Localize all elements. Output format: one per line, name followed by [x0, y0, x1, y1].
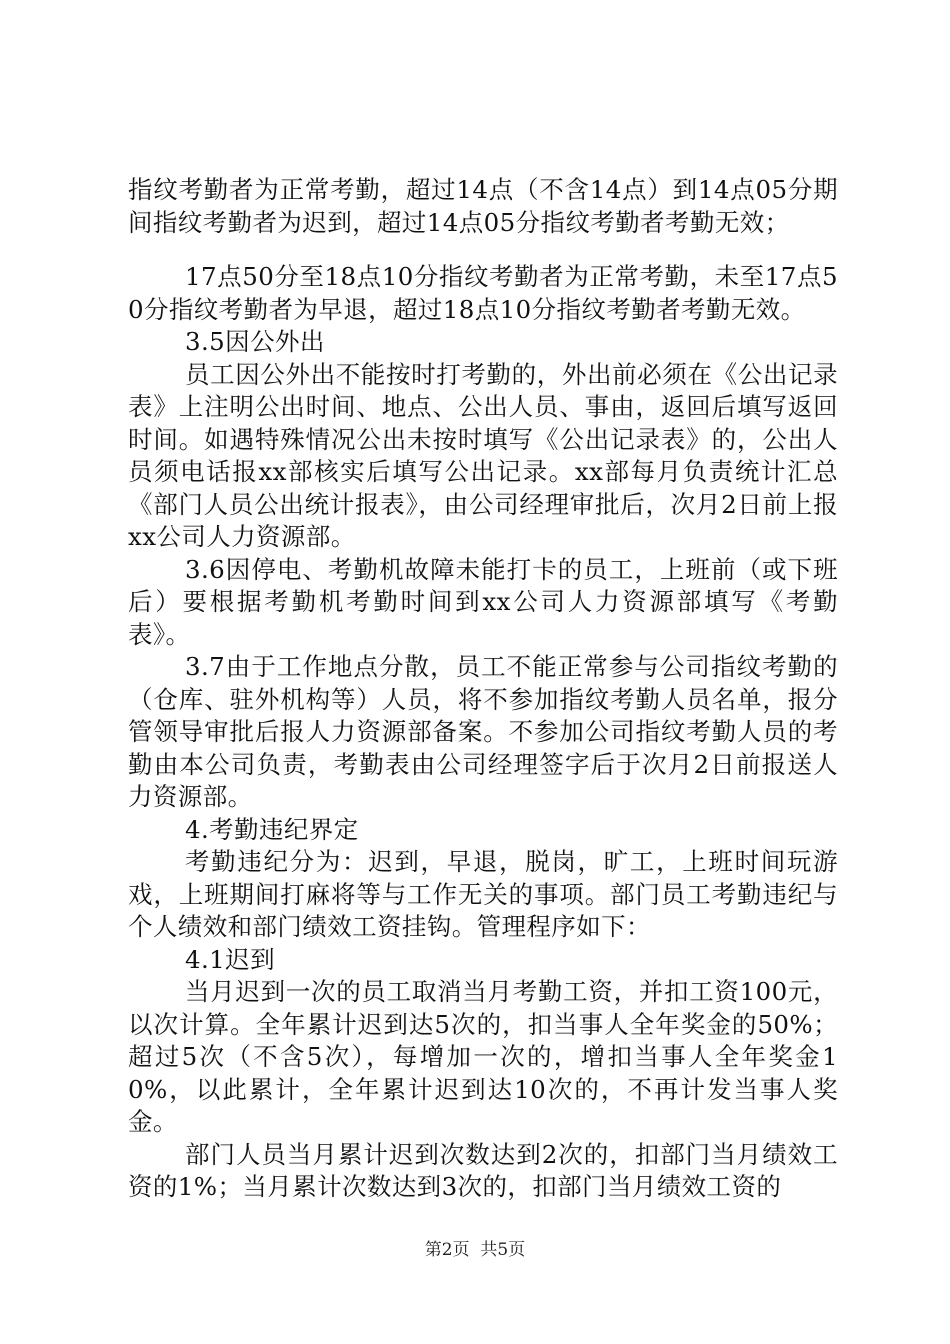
paragraph-violation-types: 考勤违纪分为：迟到，早退，脱岗，旷工，上班时间玩游戏，上班期间打麻将等与工作无关的事项。部门员工考勤违纪与个人绩效和部门绩效工资挂钩。管理程序如下： [128, 847, 838, 941]
section-heading-4-1: 4.1迟到 [185, 944, 275, 974]
section-heading-3-5: 3.5因公外出 [185, 327, 325, 356]
paragraph-3-7: 3.7由于工作地点分散，员工不能正常参与公司指纹考勤的（仓库、驻外机构等）人员，将不参加指纹考勤人员名单，报分管领导审批后报人力资源部备案。不参加公司指纹考勤人员的考勤由本公司负责，考勤表由公司经理签字后于次月2日前报送人力资源部。 [128, 652, 838, 811]
section-heading-4: 4.考勤违纪界定 [185, 814, 359, 844]
page-number-label: 第2页 共5页 [424, 1240, 526, 1260]
paragraph-late-penalty: 当月迟到一次的员工取消当月考勤工资，并扣工资100元，以次计算。全年累计迟到达5次的，扣当事人全年奖金的50%；超过5次（不含5次），每增加一次的，增扣当事人全年奖金10%，以此累计，全年累计迟到达10次的，不再计发当事人奖金。 [128, 977, 838, 1136]
document-body [128, 174, 838, 1204]
paragraph-3-6: 3.6因停电、考勤机故障未能打卡的员工，上班前（或下班后）要根据考勤机考勤时间到xx公司人力资源部填写《考勤表》。 [128, 554, 838, 649]
paragraph-department-late-penalty: 部门人员当月累计迟到次数达到2次的，扣部门当月绩效工资的1%；当月累计次数达到3次的，扣部门当月绩效工资的 [128, 1139, 838, 1201]
page-footer [0, 1240, 950, 1260]
paragraph-afternoon-clock-in: 指纹考勤者为正常考勤，超过14点（不含14点）到14点05分期间指纹考勤者为迟到，超过14点05分指纹考勤者考勤无效； [128, 175, 838, 237]
paragraph-business-trip: 员工因公外出不能按时打考勤的，外出前必须在《公出记录表》上注明公出时间、地点、公出人员、事由，返回后填写返回时间。如遇特殊情况公出未按时填写《公出记录表》的，公出人员须电话报xx部核实后填写公出记录。xx部每月负责统计汇总《部门人员公出统计报表》，由公司经理审批后，次月2日前上报xx公司人力资源部。 [128, 359, 838, 551]
paragraph-evening-clock-out: 17点50分至18点10分指纹考勤者为正常考勤，未至17点50分指纹考勤者为早退，超过18点10分指纹考勤者考勤无效。 [128, 262, 838, 324]
